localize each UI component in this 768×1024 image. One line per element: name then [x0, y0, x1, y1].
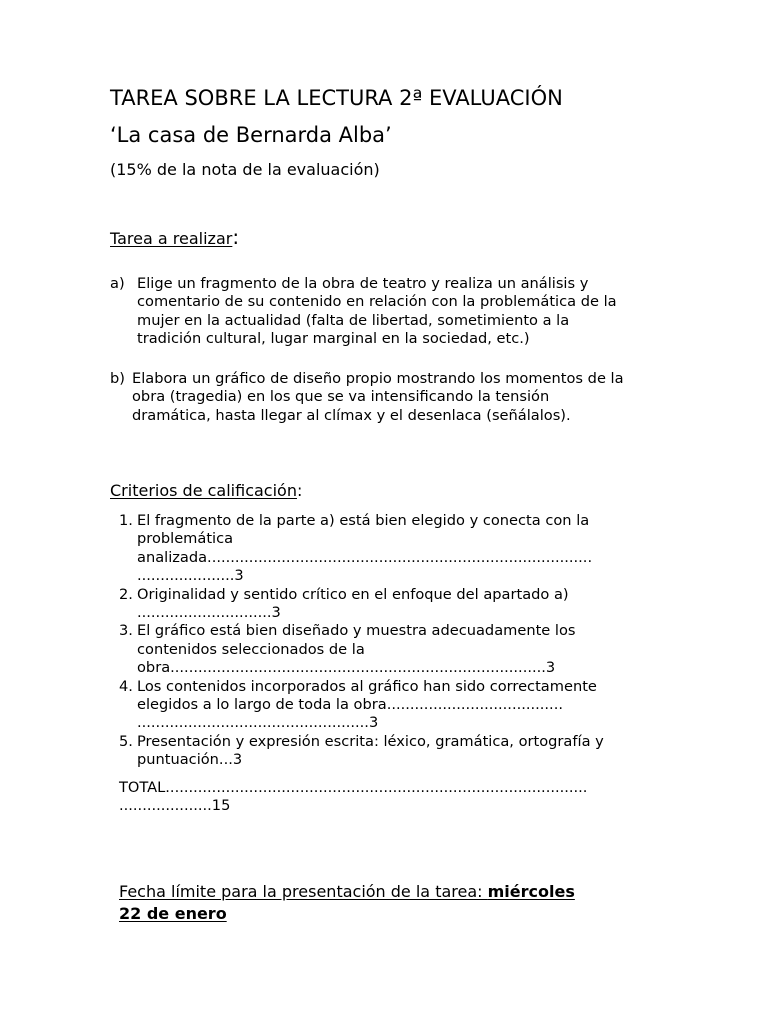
criteria-line: puntuación...3 [137, 751, 243, 769]
criteria-item-1 [110, 512, 670, 586]
task-line: comentario de su contenido en relación con la problemática de la [137, 293, 617, 311]
document-title: TAREA SOBRE LA LECTURA 2ª EVALUACIÓN [110, 86, 563, 110]
work-title: ‘La casa de Bernarda Alba’ [110, 123, 392, 147]
criteria-number: 4. [119, 677, 133, 695]
criteria-line: .....................3 [137, 567, 244, 585]
task-line: Elige un fragmento de la obra de teatro y realiza un análisis y [137, 275, 589, 292]
criteria-heading-colon: : [296, 481, 303, 500]
criteria-line: problemática [137, 530, 234, 548]
total-line: ....................15 [119, 797, 231, 815]
criteria-item-4 [110, 678, 670, 733]
criteria-number: 1. [119, 512, 133, 529]
criteria-line: .............................3 [137, 604, 281, 622]
task-marker: b) [110, 370, 125, 387]
criteria-list [110, 512, 670, 770]
total-line: TOTAL........................................................................................... [119, 779, 588, 796]
criteria-number: 2. [119, 585, 133, 603]
criteria-line: obra.................................................................................3 [137, 659, 556, 677]
deadline-date-part1: miércoles [487, 882, 575, 901]
criteria-line: analizada................................................................................... [137, 548, 593, 566]
criteria-heading-label: Criterios de calificación [110, 481, 297, 500]
task-line: obra (tragedia) en los que se va intensificando la tensión [132, 388, 550, 406]
deadline-date-part2: 22 de enero [119, 904, 227, 923]
tasks-heading [110, 226, 239, 250]
task-line: tradición cultural, lugar marginal en la sociedad, etc.) [137, 330, 530, 348]
task-line: mujer en la actualidad (falta de libertad, sometimiento a la [137, 311, 570, 329]
criteria-line: Los contenidos incorporados al gráfico han sido correctamente [137, 677, 597, 695]
criteria-item-2 [110, 586, 670, 623]
criteria-line: ..................................................3 [137, 714, 379, 732]
total-score [119, 779, 587, 816]
criteria-heading [110, 480, 302, 502]
task-line: dramática, hasta llegar al clímax y el desenlaca (señálalos). [132, 406, 571, 424]
criteria-line: contenidos seleccionados de la [137, 640, 365, 658]
criteria-number: 3. [119, 622, 133, 640]
criteria-line: Originalidad y sentido crítico en el enfoque del apartado a) [137, 585, 569, 603]
criteria-item-3 [110, 622, 670, 677]
weight-note: (15% de la nota de la evaluación) [110, 160, 380, 179]
criteria-line: El gráfico está bien diseñado y muestra adecuadamente los [137, 622, 576, 640]
task-item-b [110, 370, 670, 425]
deadline-line-1 [119, 881, 575, 903]
tasks-heading-colon: : [232, 225, 240, 249]
tasks-heading-label: Tarea a realizar [110, 229, 233, 248]
task-line: Elabora un gráfico de diseño propio mostrando los momentos de la [132, 370, 624, 387]
criteria-number: 5. [119, 732, 133, 750]
criteria-line: elegidos a lo largo de toda la obra...................................... [137, 696, 563, 714]
criteria-line: El fragmento de la parte a) está bien elegido y conecta con la [137, 512, 590, 529]
deadline-label: Fecha límite para la presentación de la tarea: [119, 882, 488, 901]
deadline-line-2 [119, 903, 575, 925]
task-marker: a) [110, 275, 125, 292]
task-item-a [110, 275, 670, 349]
deadline [119, 881, 575, 925]
criteria-item-5 [110, 733, 670, 770]
criteria-line: Presentación y expresión escrita: léxico, gramática, ortografía y [137, 732, 604, 750]
